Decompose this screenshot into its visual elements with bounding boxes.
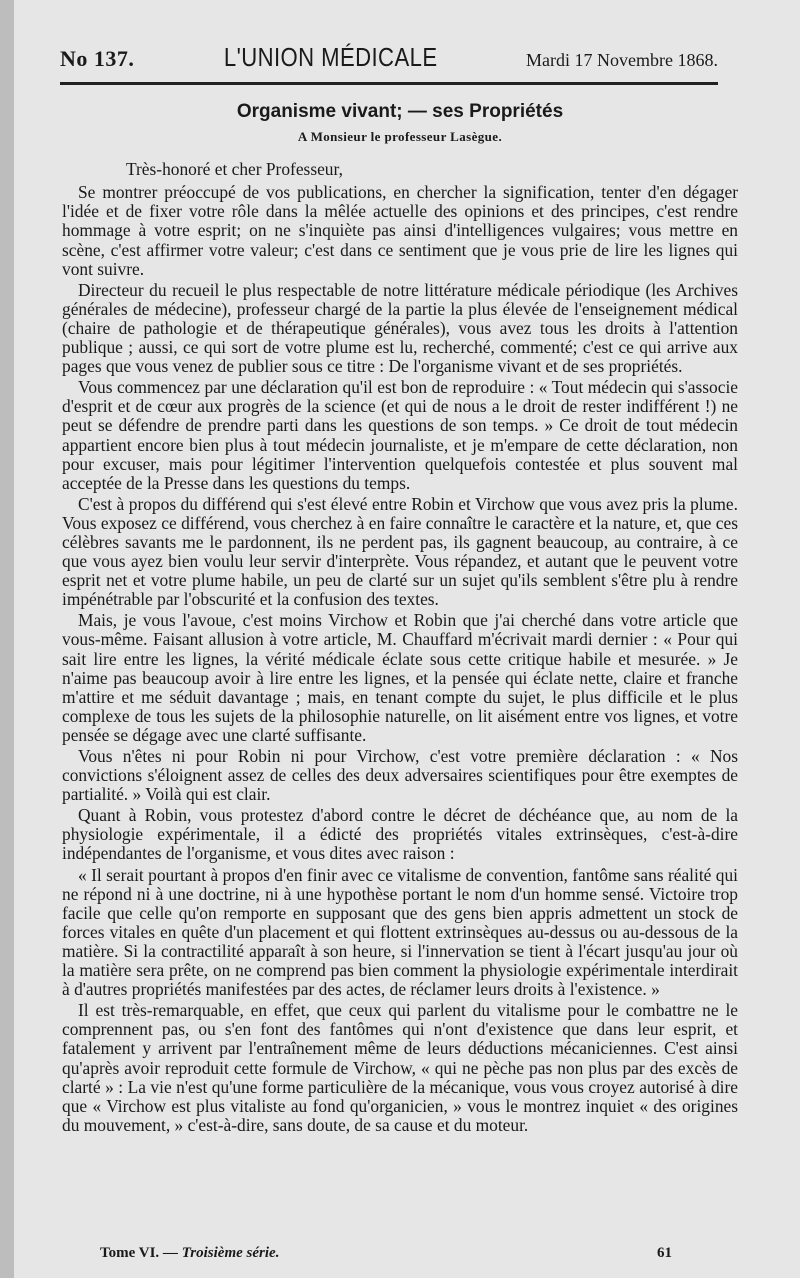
- journal-title: L'UNION MÉDICALE: [223, 42, 438, 72]
- paragraph: Vous commencez par une déclaration qu'il est bon de reproduire : « Tout médecin qui s'associe d'esprit et de cœur aux progrès de la science (et qui de nous a le droit de rester indifférent !) ne peut se défendre de prendre parti dans les questions de son temps. » Ce droit de tout médecin appartient encore bien plus à tout médecin journaliste, et je m'empare de cette déclaration, non pour excuser, mais pour légitimer l'intervention quelquefois contestée et plus souvent mal acceptée de la Presse dans les questions du temps.: [62, 377, 738, 493]
- article-dedication: A Monsieur le professeur Lasègue.: [297, 129, 503, 145]
- paragraph: Il est très-remarquable, en effet, que ceux qui parlent du vitalisme pour le combattre ne le comprennent pas, ou s'en font des fantômes qui n'ont d'existence que dans leur esprit, et fatalement y arrivent par l'entraînement même de leurs déductions mécaniciennes. C'est ainsi qu'après avoir reproduit cette formule de Virchow, « qui ne pèche pas non plus par des excès de clarté » : La vie n'est qu'une forme particulière de la mécanique, vous vous croyez autorisé à dire que « Virchow est plus vitaliste au fond qu'organicien, » vous le montrez inquiet « des origines du mouvement, » c'est-à-dire, sans doute, de sa cause et du moteur.: [62, 1000, 738, 1135]
- footer-tome: Tome VI. —: [100, 1245, 178, 1261]
- issue-date: Mardi 17 Novembre 1868.: [526, 50, 718, 70]
- footer-series: Troisième série.: [181, 1245, 280, 1261]
- journal-page: [14, 0, 800, 1278]
- footer-volume: [100, 1245, 279, 1262]
- paragraph: Directeur du recueil le plus respectable de notre littérature médicale périodique (les Archives générales de médecine), professeur chargé de la partie la plus élevée de l'enseignement médical (chaire de pathologie et de thérapeutique générales), vous avez tous les droits à l'attention publique ; aussi, ce qui sort de votre plume est lu, recherché, commenté; c'est ce qui arrive aux pages que vous venez de publier sous ce titre : De l'organisme vivant et de ses propriétés.: [62, 279, 738, 377]
- paragraph: Quant à Robin, vous protestez d'abord contre le décret de déchéance que, au nom de la physiologie expérimentale, il a édicté des propriétés vitales extrinsèques, c'est-à-dire indépendantes de l'organisme, et vous dites avec raison :: [62, 805, 738, 864]
- page-footer: [100, 1245, 672, 1262]
- issue-number: No 137.: [60, 46, 135, 71]
- article-salutation: Très-honoré et cher Professeur,: [126, 159, 343, 180]
- paragraph: Se montrer préoccupé de vos publications, en chercher la signification, tenter d'en dégager l'idée et de fixer votre rôle dans la mêlée actuelle des opinions et des principes, c'est rendre hommage à votre esprit; on ne s'inquiète pas ainsi d'intelligences vulgaires; vous mettre en scène, c'est affirmer votre valeur; c'est dans ce sentiment que je vous prie de lire les lignes qui vont suivre.: [62, 182, 738, 279]
- quoted-paragraph: « Il serait pourtant à propos d'en finir avec ce vitalisme de convention, fantôme sans réalité qui ne répond ni à une doctrine, ni à une hypothèse portant le nom d'un homme sensé. Victoire trop facile que celle qu'on remporte en supposant que des gens bien appris admettent un stock de forces vitales en quête d'un placement et qui flottent extrinsèques au-dessus ou au-dessous de la matière. Si la contractilité apparaît à son heure, si l'innervation se tient à l'écart jusqu'au jour où la matière sera prête, on ne comprend pas bien comment la physiologie expérimentale interdirait à d'autres propriétés manifestées par des actes, de réclamer leurs droits à l'existence. »: [62, 864, 738, 1000]
- article-title: Organisme vivant; — ses Propriétés: [236, 101, 564, 122]
- paragraph: Mais, je vous l'avoue, c'est moins Virchow et Robin que j'ai cherché dans votre article que vous-même. Faisant allusion à votre article, M. Chauffard m'écrivait mardi dernier : « Pour qui sait lire entre les lignes, la vérité médicale éclate sous cette critique habile et mesurée. » Je n'aime pas beaucoup avoir à lire entre les lignes, et la pensée qui éclate nette, claire et franche m'attire et me séduit davantage ; mais, en tenant compte du sujet, le plus difficile et le plus complexe de tous les sujets de la philosophie naturelle, on lit aisément entre vos lignes, et votre pensée se dégage avec une clarté suffisante.: [62, 610, 738, 745]
- article-body: [62, 102, 738, 1137]
- page-header: [60, 42, 718, 85]
- paragraph: C'est à propos du différend qui s'est élevé entre Robin et Virchow que vous avez pris la plume. Vous exposez ce différend, vous cherchez à en faire connaître le caractère et la nature, et, que ces célèbres savants me le pardonnent, ils ne perdent pas, ils gagnent beaucoup, au contraire, à ce que vous ayez bien voulu leur servir d'interprète. Vous répandez, et autant que le peuvent votre esprit net et votre plume habile, un peu de clarté sur un sujet qu'ils semblent s'être plu à rendre impénétrable par l'obscurité et la confusion des textes.: [62, 493, 738, 610]
- paragraph: Vous n'êtes ni pour Robin ni pour Virchow, c'est votre première déclaration : « Nos convictions s'éloignent assez de celles des deux adversaires scientifiques pour être exemptes de partialité. » Voilà qui est clair.: [62, 746, 738, 805]
- page-number: 61: [657, 1245, 672, 1261]
